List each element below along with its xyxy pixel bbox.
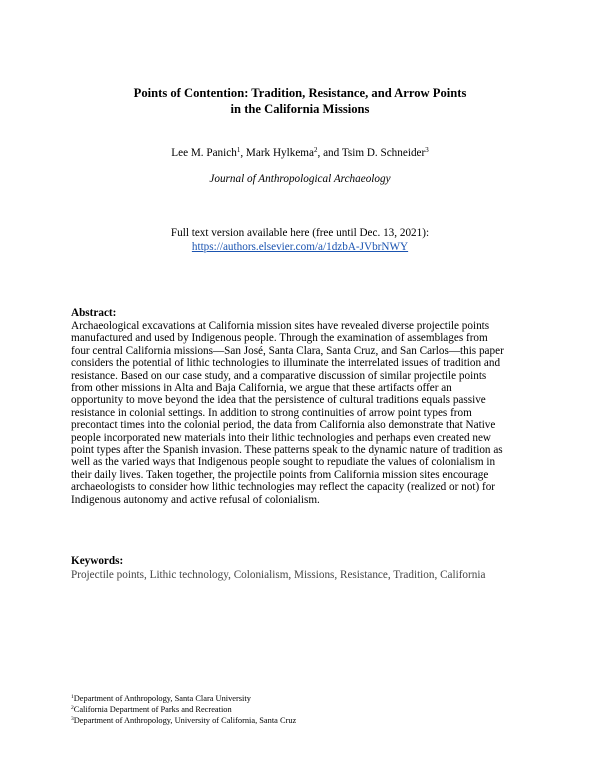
footnote-text: Department of Anthropology, Santa Clara University [73,694,251,703]
keywords-heading: Keywords: [71,555,124,567]
footnote [71,704,296,715]
abstract-line: resistance. Based on our case study, and a comparative discussion of similar projectile points [71,369,487,382]
author-affiliation-mark: 3 [425,146,429,154]
author-name: Lee M. Panich [171,147,237,159]
fulltext-notice [0,226,600,254]
abstract-line: four central California missions—San José, Santa Clara, Santa Cruz, and San Carlos—this paper [71,344,504,357]
title-line-2: in the California Missions [230,102,370,116]
fulltext-link[interactable]: https://authors.elsevier.com/a/1dzbA-JVbrNWY [191,241,409,253]
abstract-line: precontact times into the colonial period, the data from California also demonstrate that Native [71,419,496,432]
abstract-line: resistance in colonial settings. In addition to strong continuities of arrow point types from [71,406,472,419]
footnote-mark: 2 [71,705,74,711]
abstract-line: from other missions in Alta and Baja California, we argue that these artifacts offer an [71,382,452,395]
paper-title [0,85,600,117]
abstract-line: Archaeological excavations at California mission sites have revealed diverse projectile points [71,320,490,332]
footnote-mark: 3 [71,716,74,722]
author-name: Tsim D. Schneider [341,147,426,159]
keywords-list: Projectile points, Lithic technology, Colonialism, Missions, Resistance, Tradition, California [71,569,486,581]
abstract-line: well as the varied ways that Indigenous people sought to repudiate the values of colonialism in [71,456,496,469]
title-line-1: Points of Contention: Tradition, Resistance, and Arrow Points [133,86,467,100]
fulltext-note: Full text version available here (free until Dec. 13, 2021): [170,227,430,239]
journal-name: Journal of Anthropological Archaeology [209,173,391,185]
author-separator: , and [317,147,342,159]
footnote-mark: 1 [71,694,74,700]
abstract-line: manufactured and used by Indigenous people. Through the examination of assemblages from [71,332,488,345]
abstract-line: their daily lives. Taken together, the projectile points from California mission sites encourage [71,468,489,481]
footnote [71,693,296,704]
abstract-line: Indigenous autonomy and active refusal of colonialism. [71,493,320,506]
abstract-heading: Abstract: [71,307,117,319]
abstract-body [71,320,541,506]
abstract-line: point types after the Spanish invasion. These patterns speak to the dynamic nature of tradition as [71,444,503,457]
affiliation-footnotes [71,693,296,726]
author-name: Mark Hylkema [245,147,314,159]
abstract-line: people incorporated new materials into their lithic technologies and perhaps even created new [71,431,491,444]
abstract-line: archaeologists to consider how lithic technologies may reflect the capacity (realized or not) for [71,481,496,494]
author-list [0,146,600,160]
footnote-text: California Department of Parks and Recreation [73,705,232,714]
author-affiliation-mark: 1 [236,146,241,154]
abstract-line: considers the potential of lithic technologies to illuminate the interrelated issues of tradition and [71,357,501,370]
author-affiliation-mark: 2 [313,146,318,154]
footnote-text: Department of Anthropology, University of California, Santa Cruz [73,716,297,725]
footnote [71,715,296,726]
abstract-line: opportunity to move beyond the idea that the persistence of cultural traditions equals passive [71,394,486,407]
author-separator: , [240,147,246,159]
